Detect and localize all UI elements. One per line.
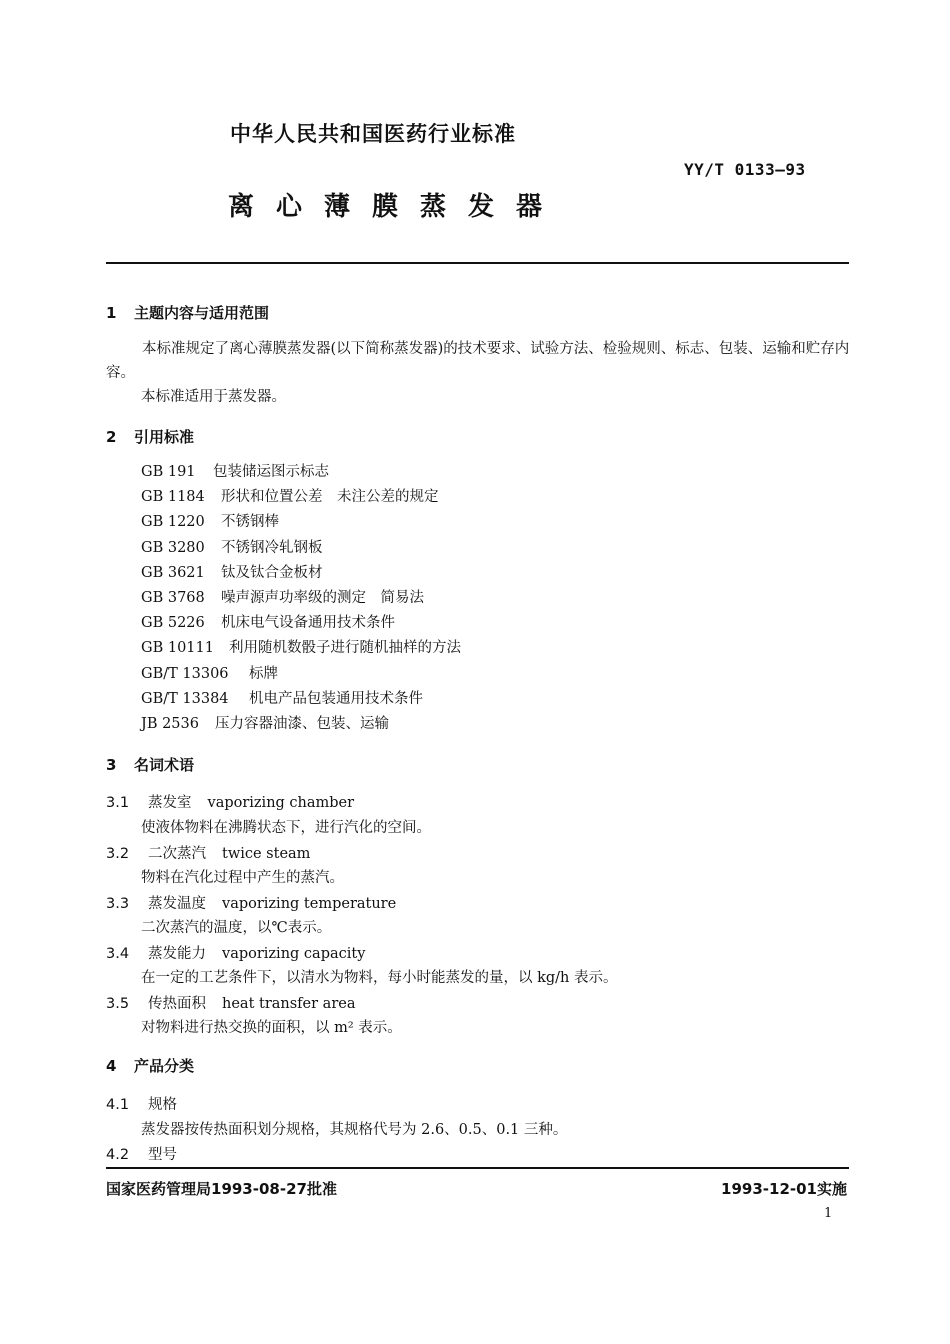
- list-item: [141, 460, 461, 485]
- ref-name: 机床电气设备通用技术条件: [221, 615, 395, 632]
- ref-name: 利用随机数骰子进行随机抽样的方法: [229, 640, 461, 657]
- ref-name: 不锈钢冷轧钢板: [221, 539, 323, 556]
- list-item: [141, 636, 461, 661]
- term-definition: 使液体物料在沸腾状态下，进行汽化的空间。: [141, 820, 431, 836]
- ref-code: GB 3280: [141, 539, 205, 556]
- section-number: 1: [106, 304, 117, 322]
- ref-name: 不锈钢棒: [221, 514, 279, 531]
- term-3-5: [106, 992, 355, 1013]
- ref-name: 机电产品包装通用技术条件: [249, 690, 423, 707]
- term-english: twice steam: [222, 846, 311, 862]
- section-number: 2: [106, 428, 117, 446]
- standard-code: YY/T 0133—93: [684, 160, 806, 179]
- list-item: [141, 536, 461, 561]
- term-english: vaporizing capacity: [222, 946, 366, 962]
- subsection-paragraph: 蒸发器按传热面积划分规格，其规格代号为 2.6、0.5、0.1 三种。: [141, 1122, 568, 1138]
- term-chinese: 蒸发能力: [148, 946, 206, 962]
- document-title: 离心薄膜蒸发器: [228, 192, 565, 222]
- list-item: [141, 510, 461, 535]
- term-3-4: [106, 942, 365, 963]
- ref-code: GB 1184: [141, 489, 205, 506]
- term-3-1: [106, 791, 354, 812]
- term-3-2: [106, 842, 310, 863]
- term-3-3: [106, 892, 396, 913]
- list-item: [141, 712, 461, 737]
- section-2-heading: [106, 426, 194, 447]
- list-item: [141, 485, 461, 510]
- approval-statement: 国家医药管理局1993-08-27批准: [106, 1180, 337, 1198]
- section-title: 产品分类: [134, 1057, 195, 1075]
- term-chinese: 传热面积: [148, 996, 206, 1012]
- section-1-paragraph-1: 本标准规定了离心薄膜蒸发器(以下简称蒸发器)的技术要求、试验方法、检验规则、标志、包装、运输和贮存内容。: [106, 341, 850, 381]
- term-chinese: 二次蒸汽: [148, 846, 206, 862]
- subsection-title: 规格: [148, 1097, 177, 1113]
- term-number: 3.1: [106, 795, 130, 811]
- ref-code: JB 2536: [141, 715, 199, 732]
- subsection-4-2: [106, 1143, 177, 1164]
- term-definition: 在一定的工艺条件下，以清水为物料，每小时能蒸发的量，以 kg/h 表示。: [141, 970, 618, 986]
- ref-code: GB 3768: [141, 589, 205, 606]
- term-chinese: 蒸发室: [148, 795, 192, 811]
- implementation-date: 1993-12-01实施: [721, 1180, 847, 1198]
- list-item: [141, 611, 461, 636]
- term-number: 3.5: [106, 996, 130, 1012]
- section-4-heading: [106, 1055, 194, 1076]
- term-english: vaporizing chamber: [207, 795, 355, 811]
- section-1-heading: [106, 302, 269, 323]
- section-title: 主题内容与适用范围: [134, 304, 270, 322]
- ref-code: GB 10111: [141, 640, 214, 657]
- section-title: 引用标准: [134, 428, 195, 446]
- ref-name: 钛及钛合金板材: [221, 564, 323, 581]
- term-english: vaporizing temperature: [222, 896, 397, 912]
- footer-divider: [106, 1167, 849, 1169]
- term-definition: 二次蒸汽的温度，以℃表示。: [141, 920, 332, 936]
- subsection-number: 4.1: [106, 1097, 130, 1113]
- ref-code: GB/T 13384: [141, 690, 229, 707]
- section-number: 4: [106, 1057, 117, 1075]
- list-item: [141, 586, 461, 611]
- subsection-title: 型号: [148, 1147, 177, 1163]
- list-item: [141, 687, 461, 712]
- ref-code: GB/T 13306: [141, 665, 229, 682]
- subsection-4-1: [106, 1093, 177, 1114]
- section-title: 名词术语: [134, 756, 195, 774]
- term-english: heat transfer area: [222, 996, 356, 1012]
- term-chinese: 蒸发温度: [148, 896, 206, 912]
- term-definition: 物料在汽化过程中产生的蒸汽。: [141, 870, 344, 886]
- ref-name: 压力容器油漆、包装、运输: [215, 715, 389, 732]
- ref-name: 标牌: [249, 665, 278, 682]
- ref-code: GB 5226: [141, 615, 205, 632]
- header-divider: [106, 262, 849, 264]
- term-number: 3.2: [106, 846, 130, 862]
- ref-code: GB 1220: [141, 514, 205, 531]
- page-number: 1: [824, 1206, 833, 1221]
- ref-code: GB 3621: [141, 564, 205, 581]
- standard-category-title: 中华人民共和国医药行业标准: [230, 122, 516, 146]
- term-definition: 对物料进行热交换的面积，以 m² 表示。: [141, 1020, 402, 1036]
- section-number: 3: [106, 756, 117, 774]
- ref-name: 包装储运图示标志: [213, 464, 329, 480]
- subsection-number: 4.2: [106, 1147, 130, 1163]
- ref-code: GB 191: [141, 464, 196, 480]
- section-1-paragraph-2: 本标准适用于蒸发器。: [141, 389, 286, 405]
- section-3-heading: [106, 754, 194, 775]
- term-number: 3.4: [106, 946, 130, 962]
- list-item: [141, 662, 461, 687]
- list-item: [141, 561, 461, 586]
- ref-name: 形状和位置公差 未注公差的规定: [221, 489, 439, 506]
- ref-name: 噪声源声功率级的测定 简易法: [221, 589, 424, 606]
- referenced-standards-list: [141, 460, 461, 737]
- term-number: 3.3: [106, 896, 130, 912]
